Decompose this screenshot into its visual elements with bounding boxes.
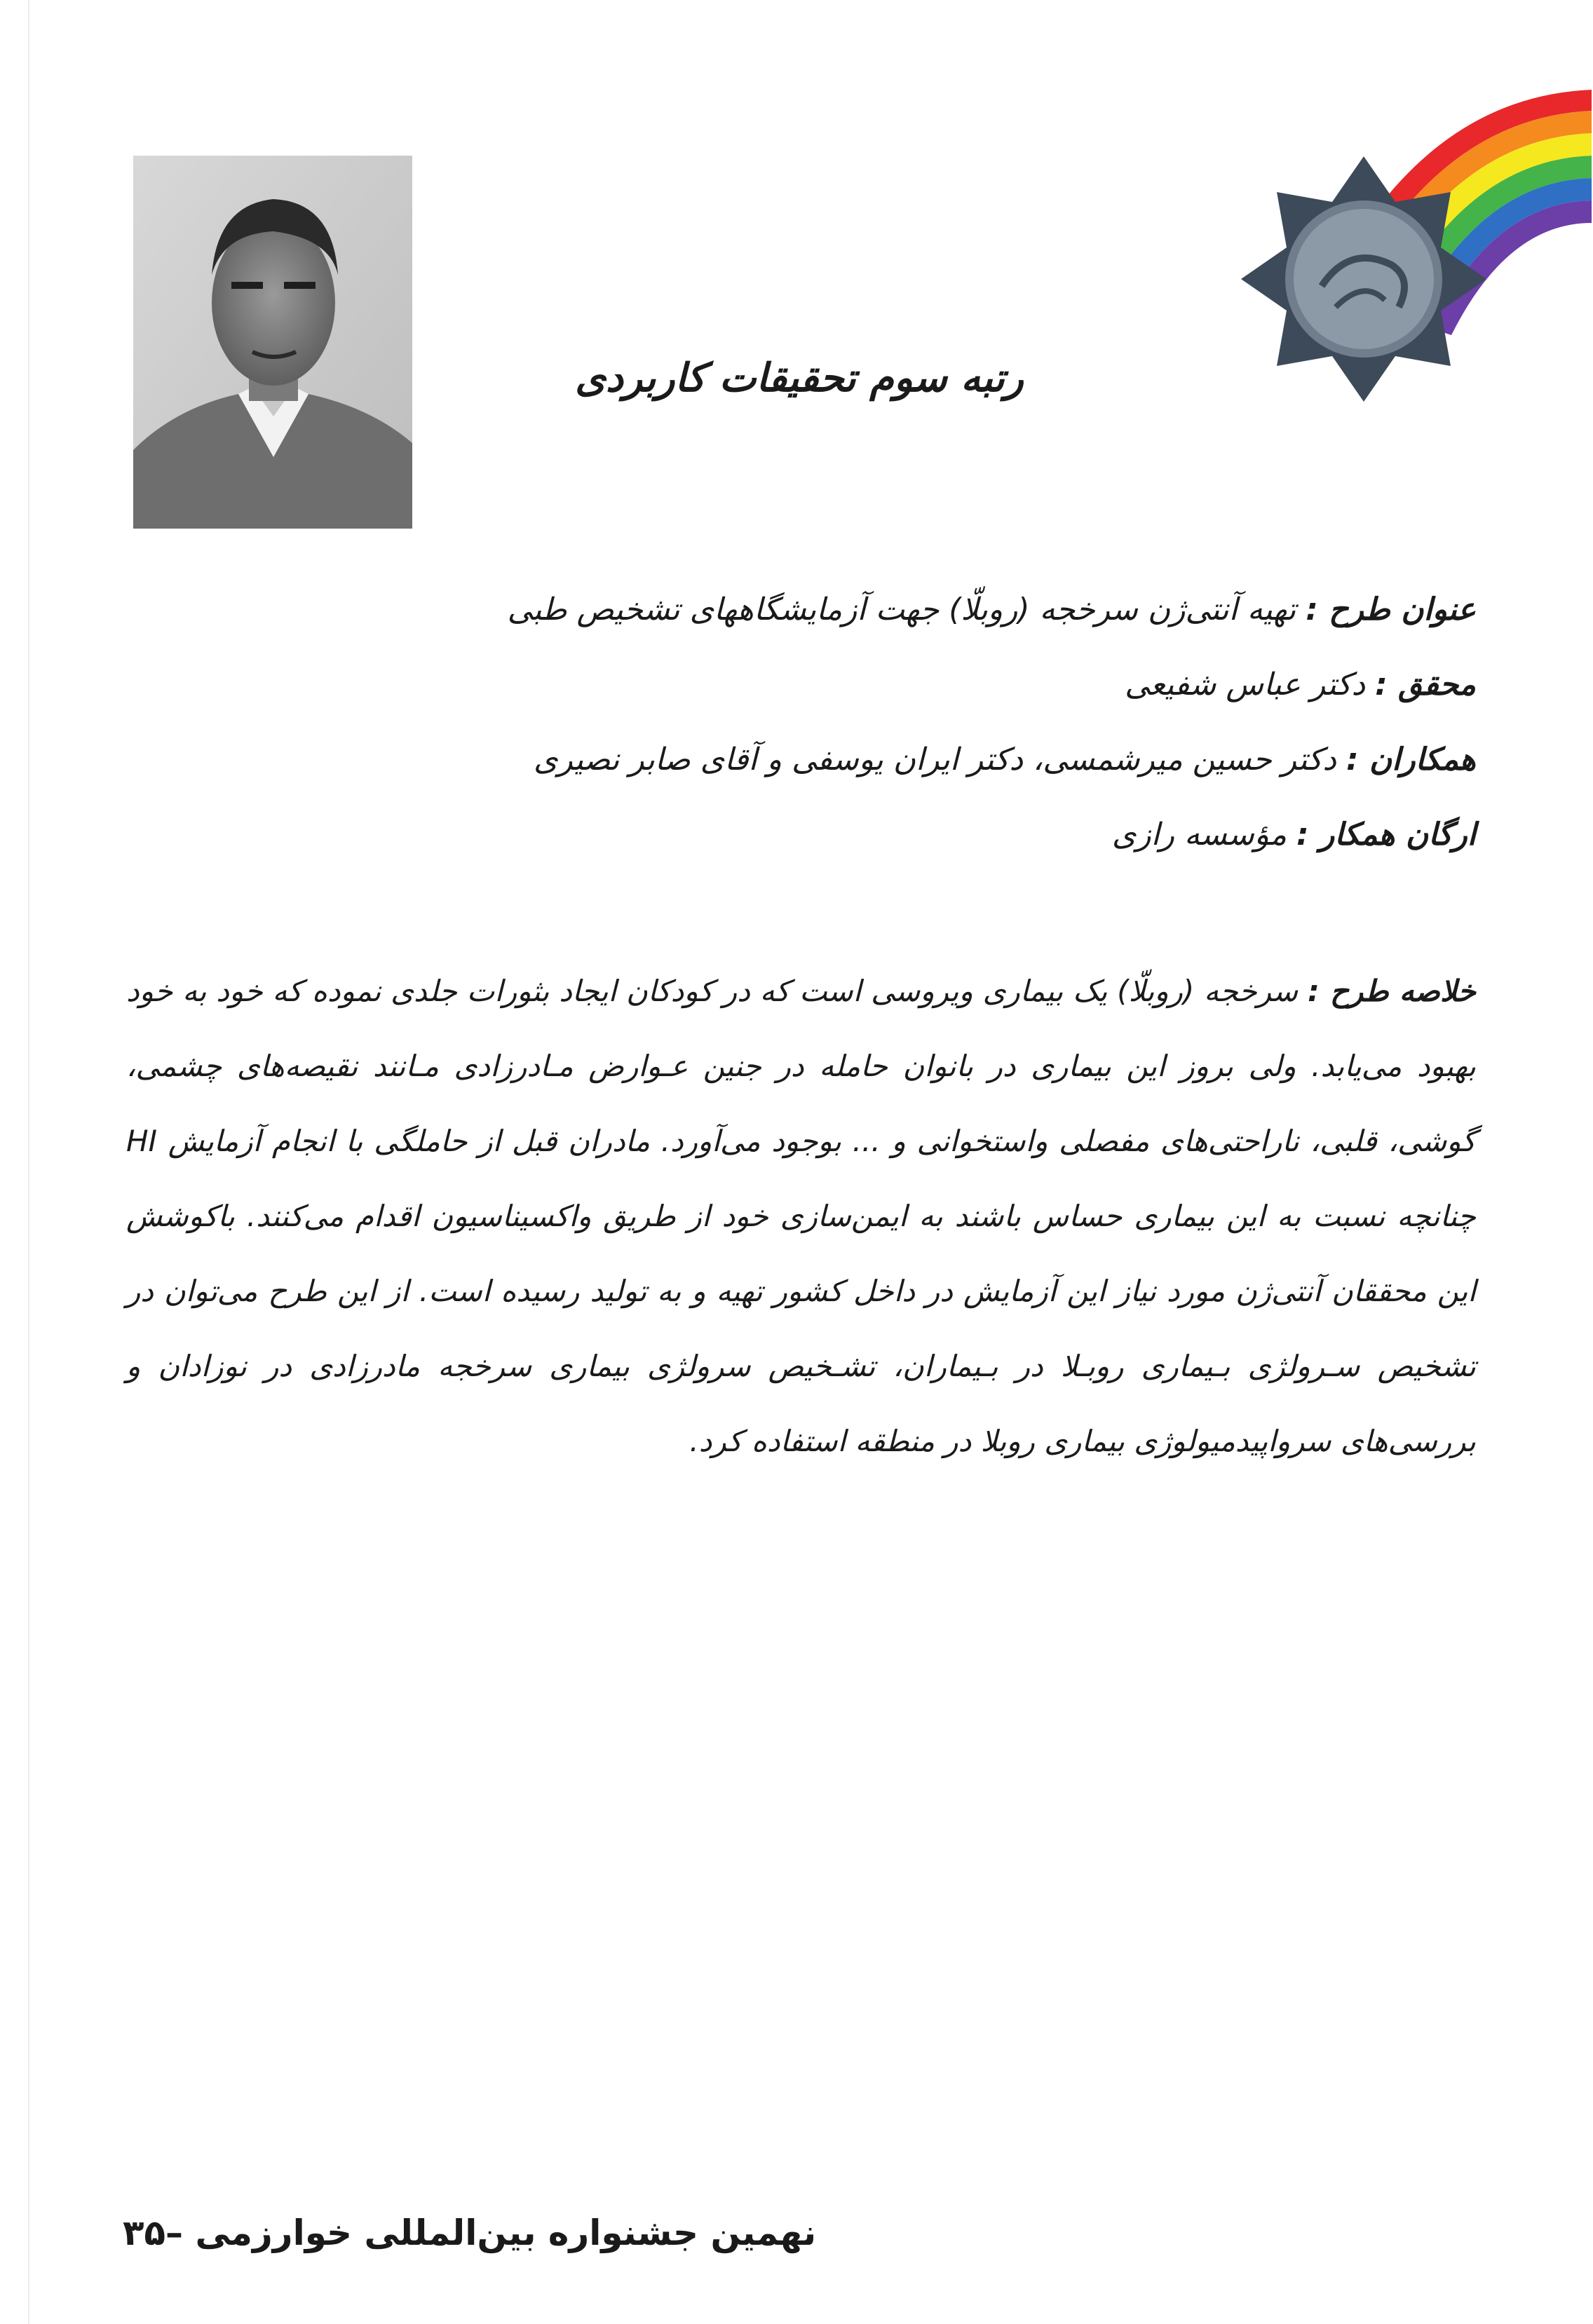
researcher-portrait-icon [133, 156, 412, 529]
organization-label: ارگان همکار : [1296, 817, 1476, 852]
summary-text: سرخجه (روبلّا) یک بیماری ویروسی است که در کودکان ایجاد بثورات جلدی نموده که خود به خود بهبود می‌یابد. ولی بروز این بیماری در بانوان حامله در جنین عـوارض مـادرزادی مـانند نقیصه‌های چشمی، گوشی، قلبی، ناراحتی‌های مفصلی واستخوانی و ... بوجود می‌آورد. مادران قبل از حاملگی با انجام آزمایش HI چنانچه نسبت به این بیماری حساس باشند به ایمن‌سازی خود از طریق واکسیناسیون اقدام می‌کنند. باکوشش این محققان آنتی‌ژن مورد نیاز این آزمایش در داخل کشور تهیه و به تولید رسیده است. از این طرح می‌توان در تشخیص سـرولژی بـیماری روبـلا در بـیماران، تشـخیص سرولژی بیماری سرخجه مادرزادی در نوزادان و بررسی‌های سرواپیدمیولوژی بیماری روبلا در منطقه استفاده کرد. [126, 974, 1476, 1458]
project-details [421, 578, 1476, 878]
researcher-value: دکتر عباس شفیعی [1125, 667, 1366, 702]
organization-row [421, 803, 1476, 878]
project-title-label: عنوان طرح : [1306, 592, 1476, 627]
project-summary [126, 953, 1476, 1479]
researcher-row [421, 653, 1476, 728]
collaborators-value: دکتر حسین میرشمسی، دکتر ایران یوسفی و آقای صابر نصیری [534, 742, 1336, 777]
page-footer: نهمین جشنواره بین‌المللی خوارزمی –۳۵ [123, 2213, 817, 2253]
page-edge [28, 0, 29, 2324]
researcher-photo [133, 156, 412, 529]
rank-title: رتبه سوم تحقیقات کاربردی [575, 355, 1024, 401]
summary-label: خلاصه طرح : [1308, 974, 1476, 1008]
collaborators-label: همکاران : [1345, 742, 1476, 777]
festival-emblem-rainbow-icon [1241, 83, 1592, 447]
project-title-value: تهیه آنتی‌ژن سرخجه (روبلّا) جهت آزمایشگاههای تشخیص طبی [507, 592, 1296, 627]
researcher-label: محقق : [1375, 667, 1476, 702]
festival-emblem [1241, 83, 1592, 447]
organization-value: مؤسسه رازی [1111, 817, 1287, 852]
project-title-row [421, 578, 1476, 653]
collaborators-row [421, 728, 1476, 803]
